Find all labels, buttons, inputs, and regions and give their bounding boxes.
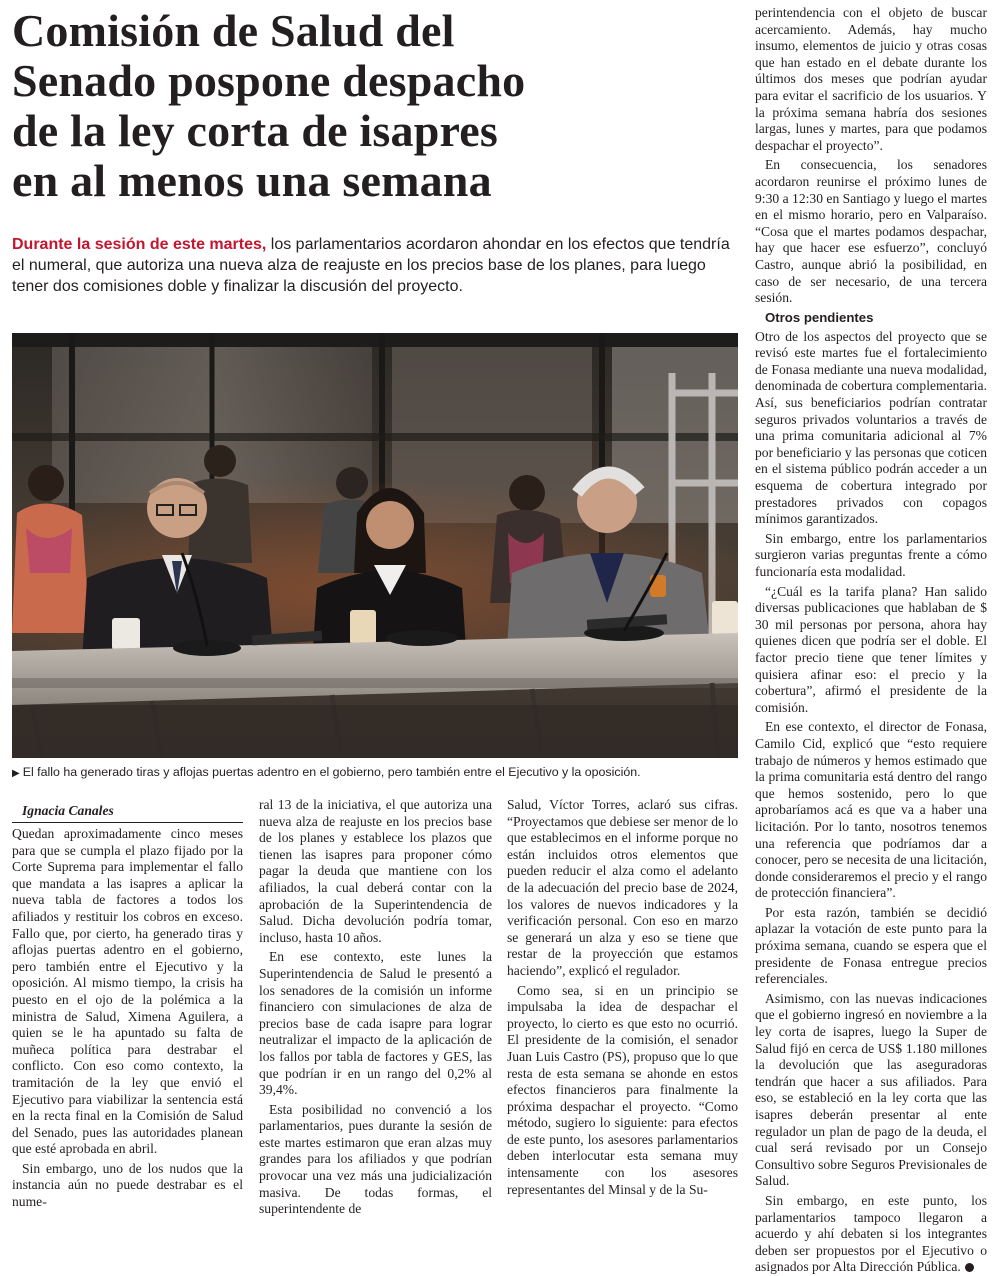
- paragraph: Otro de los aspectos del proyecto que se revisó este martes fue el fortalecimiento de Fonasa mediante una nueva modalidad, denominada de cobertura complementaria. Así, sus beneficiarios podrían contratar seguros privados voluntarios a través de una prima comunitaria adicional al 7% por beneficiario y las personas que coticen en el sistema público podrán acceder a un esquema de cobertura integrado por prestadores privados con copagos mínimos garantizados.: [755, 328, 987, 527]
- headline-line-2: Senado pospone despacho: [12, 55, 526, 106]
- paragraph: Sin embargo, entre los parlamentarios surgieron varias preguntas frente a cómo funcionaría esta modalidad.: [755, 530, 987, 579]
- paragraph: Asimismo, con las nuevas indicaciones que el gobierno ingresó en noviembre a la ley corta de isapres, luego la Super de Salud fijó en cerca de US$ 1.180 millones la devolución que las aseguradoras tendrán que hacer a sus afiliados. Para eso, se estableció en la ley corta que las isapres deberán presentar al ente regulador un plan de pago de la deuda, el cual será revisado por un Consejo Consultivo sobre Seguros Previsionales de Salud.: [755, 990, 987, 1189]
- lead-text: los parlamentarios acordaron ahondar en los efectos que tendría el numeral, que autoriza una nueva alza de reajuste en los precios base de los planes, para luego tener dos comisiones doble y finalizar la discusión del proyecto.: [12, 236, 730, 295]
- paragraph: En ese contexto, este lunes la Superintendencia de Salud le presentó a los senadores de la comisión un informe financiero con simulaciones de alza de precios base de cada isapre para lograr neutralizar el impacto de la aplicación de los fallos por tabla de factores y GES, las que podrían ir en un rango del 0,2% al 39,4%.: [259, 949, 492, 1098]
- caption-text: El fallo ha generado tiras y aflojas puertas adentro en el gobierno, pero también entre el Ejecutivo y la oposición.: [22, 765, 641, 779]
- paragraph: Quedan aproximadamente cinco meses para que se cumpla el plazo fijado por la Corte Suprema para implementar el fallo que mandata a las isapres a aplicar la nueva tabla de factores a todos los afiliados y restituir los cobros en exceso. Fallo que, por cierto, ha generado tiras y aflojas puertas adentro en el gobierno, pero también entre el Ejecutivo y la oposición. Al mismo tiempo, la crisis ha puesto en el ojo de la polémica a la ministra de Salud, Ximena Aguilera, a quien se le ha apuntado su falta de muñeca política para destrabar el conflicto. Con eso como contexto, la tramitación de la ley que envió el Ejecutivo para viabilizar la sentencia está en la recta final en la Comisión de Salud del Senado, pues las autoridades planean que esté aprobada en abril.: [12, 826, 243, 1157]
- lead-paragraph: [12, 234, 734, 297]
- caption-marker-icon: ▶: [12, 768, 20, 779]
- article-column-3: [507, 797, 738, 1198]
- news-photo: [12, 333, 738, 758]
- paragraph: perintendencia con el objeto de buscar acercamiento. Además, hay mucho insumo, elementos de juicio y otras cosas que han estado en el debate durante los últimos dos meses que podrían ayudar para evitar el sacrificio de los usuarios. Y la próxima semana habría dos sesiones largas, lunes y martes, para que podamos despachar el proyecto”.: [755, 5, 987, 153]
- paragraph: Salud, Víctor Torres, aclaró sus cifras. “Proyectamos que debiese ser menor de lo que establecimos en el informe porque no están incluidos otros elementos que pueden reducir el alza como el adelanto de la adecuación del precio base de 2024, los valores de nuevos indicadores y la verificación personal. Con eso en marzo se generará un alza y eso se tiene que restar de la proyección que estamos haciendo”, explicó el regulador.: [507, 797, 739, 978]
- headline: [12, 6, 737, 206]
- paragraph-text: Sin embargo, en este punto, los parlamentarios tampoco llegaron a acuerdo y ahí debaten si los integrantes deben ser propuestos por el Ejecutivo o asignados por Alta Dirección Pública.: [755, 1192, 987, 1275]
- lead-kicker: Durante la sesión de este martes,: [12, 236, 267, 253]
- photo-caption: [12, 764, 738, 782]
- headline-line-1: Comisión de Salud del: [12, 5, 455, 56]
- paragraph: En ese contexto, el director de Fonasa, Camilo Cid, explicó que “esto requiere trabajo de números y hemos estimado que la prima comunitaria está dentro del rango que hemos sostenido, pero lo que aprobaríamos acá es que va a haber una licitación. Por lo tanto, nosotros tenemos una referencia que podríamos dar a conocer, pero se necesita de una licitación, donde consideraremos el precio y el rango de protección financiera”.: [755, 719, 987, 901]
- byline: Ignacia Canales: [12, 803, 243, 823]
- end-mark-icon: [965, 1263, 974, 1272]
- paragraph: Por esta razón, también se decidió aplazar la votación de este punto para la próxima semana, cuando se espera que el presidente de Fonasa entregue precios referenciales.: [755, 904, 987, 987]
- paragraph: [755, 1193, 987, 1276]
- article-column-1: [12, 803, 243, 1211]
- paragraph: Esta posibilidad no convenció a los parlamentarios, pues durante la sesión de este martes estimaron que eran alzas muy grandes para los afiliados y que podrían provocar una vez más una judicialización masiva. De todas formas, el superintendente de: [259, 1101, 492, 1217]
- paragraph: Como sea, si en un principio se impulsaba la idea de despachar el proyecto, lo cierto es que esto no ocurrió. El presidente de la comisión, el senador Juan Luis Castro (PS), propuso que lo que resta de esta semana se ahonde en estos efectos financieros para finalmente la próxima despachar el proyecto. “Como método, sugiero lo siguiente: para efectos de este punto, los asesores parlamentarios deben interlocutar esta semana muy intensamente con los asesores representantes del Minsal y de la Su-: [507, 982, 738, 1197]
- headline-line-4: en al menos una semana: [12, 155, 492, 206]
- article-column-2: [259, 797, 492, 1218]
- paragraph: “¿Cuál es la tarifa plana? Han salido diversas publicaciones que hablaban de $ 30 mil personas por persona, ahora hay quienes dicen que podría ser el doble. El factor precio tiene que tener límites y quisiera afinar eso: el precio y la cobertura”, afirmó el presidente de la comisión.: [755, 583, 987, 715]
- paragraph: ral 13 de la iniciativa, el que autoriza una nueva alza de reajuste en los precios base de los planes y establece los plazos que tienen las isapres para proponer cómo pagar la deuda que mantiene con los afiliados, la cual deberá contar con la aprobación de la Superintendencia de Salud. Dicha devolución podría tomar, incluso, hasta 10 años.: [259, 797, 492, 945]
- paragraph: En consecuencia, los senadores acordaron reunirse el próximo lunes de 9:30 a 12:30 en Santiago y luego el martes en el mismo horario, pero en Valparaíso. “Cosa que el martes podamos despachar, hay que hacer ese esfuerzo”, concluyó Castro, aunque abrió la posibilidad, en caso de ser necesario, de una tercera sesión.: [755, 157, 987, 306]
- paragraph: Sin embargo, uno de los nudos que la instancia aún no puede destrabar es el nume-: [12, 1160, 243, 1210]
- article-column-4: [755, 5, 987, 1276]
- headline-line-3: de la ley corta de isapres: [12, 105, 498, 156]
- subheading: Otros pendientes: [765, 309, 874, 325]
